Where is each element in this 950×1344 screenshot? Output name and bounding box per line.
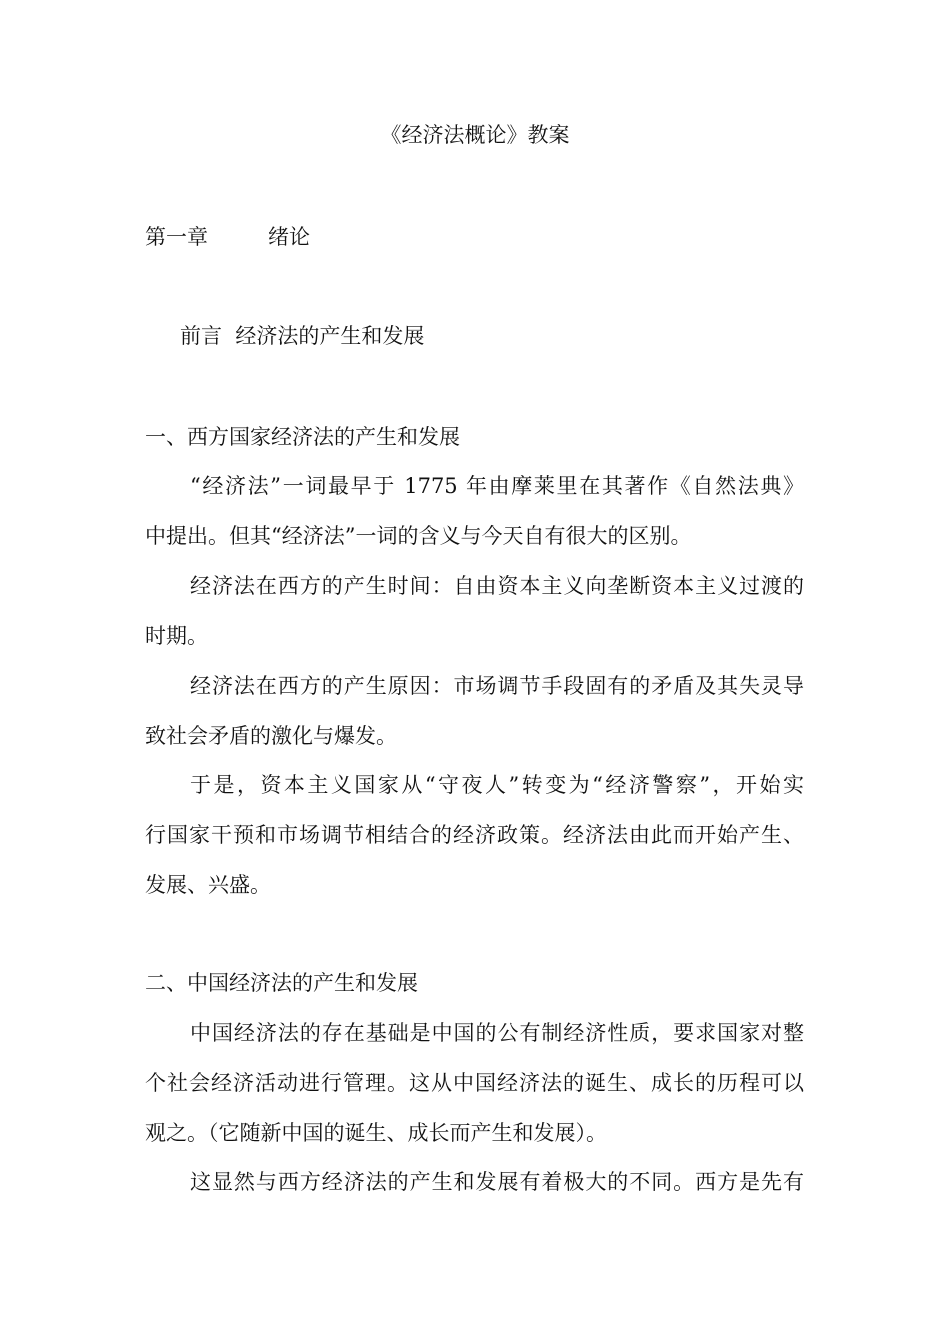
section-1-paragraph-2-line-1: 经济法在西方的产生时间：自由资本主义向垄断资本主义过渡的 [190, 574, 804, 598]
section-1-paragraph-1-line-1: “经济法”一词最早于 1775 年由摩莱里在其著作《自然法典》 [190, 474, 804, 498]
section-1-paragraph-4-line-3: 发展、兴盛。 [145, 873, 271, 897]
section-2-paragraph-2-line-1: 这显然与西方经济法的产生和发展有着极大的不同。西方是先有 [190, 1170, 804, 1194]
section-1-paragraph-4-line-1: 于是，资本主义国家从“守夜人”转变为“经济警察”，开始实 [190, 773, 804, 797]
section-1-paragraph-1-line-2: 中提出。但其“经济法”一词的含义与今天自有很大的区别。 [145, 524, 692, 548]
chapter-number: 第一章 [145, 225, 208, 249]
preface-heading: 前言 经济法的产生和发展 [180, 324, 425, 348]
section-1-heading: 一、西方国家经济法的产生和发展 [145, 425, 460, 449]
section-2-paragraph-1-line-1: 中国经济法的存在基础是中国的公有制经济性质，要求国家对整 [190, 1021, 804, 1045]
document-title: 《经济法概论》教案 [380, 123, 570, 147]
section-1-paragraph-3-line-1: 经济法在西方的产生原因：市场调节手段固有的矛盾及其失灵导 [190, 674, 804, 698]
chapter-name: 绪论 [268, 225, 310, 249]
section-1-paragraph-4-line-2: 行国家干预和市场调节相结合的经济政策。经济法由此而开始产生、 [145, 823, 804, 847]
section-1-paragraph-2-line-2: 时期。 [145, 624, 208, 648]
section-2-paragraph-1-line-3: 观之。（它随新中国的诞生、成长而产生和发展）。 [145, 1121, 607, 1145]
section-1-paragraph-3-line-2: 致社会矛盾的激化与爆发。 [145, 724, 397, 748]
section-2-paragraph-1-line-2: 个社会经济活动进行管理。这从中国经济法的诞生、成长的历程可以 [145, 1071, 804, 1095]
section-2-heading: 二、中国经济法的产生和发展 [145, 971, 418, 995]
